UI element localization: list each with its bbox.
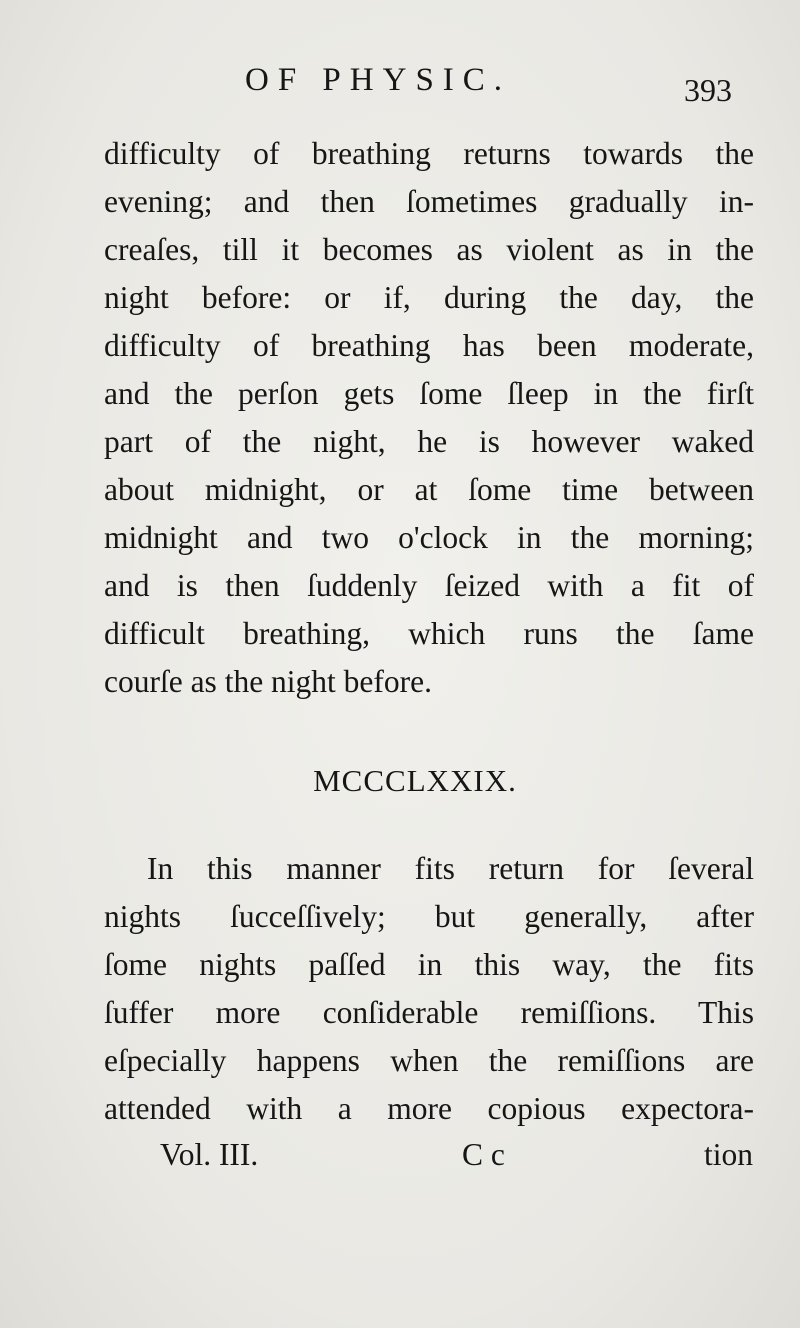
page-footer bbox=[0, 1137, 800, 1185]
text-line: and the perſon gets ſome ſleep in the firſt bbox=[104, 376, 754, 411]
text-line: midnight and two o'clock in the morning; bbox=[104, 520, 754, 555]
text-line: ſome nights paſſed in this way, the fits bbox=[104, 947, 754, 982]
text-line: and is then ſuddenly ſeized with a fit of bbox=[104, 568, 754, 603]
catchword: tion bbox=[704, 1137, 754, 1172]
page-number: 393 bbox=[684, 72, 732, 108]
text-line: part of the night, he is however waked bbox=[104, 424, 754, 459]
text-line: difficulty of breathing returns towards the bbox=[104, 136, 754, 171]
text-line: ſuffer more conſiderable remiſſions. This bbox=[104, 995, 754, 1030]
text-line: In this manner fits return for ſeveral bbox=[147, 851, 754, 886]
text-line: difficult breathing, which runs the ſame bbox=[104, 616, 754, 651]
signature-mark: C c bbox=[462, 1137, 505, 1172]
running-title: OF PHYSIC. bbox=[245, 62, 512, 98]
text-line: creaſes, till it becomes as violent as in the bbox=[104, 232, 754, 267]
text-line: nights ſucceſſively; but generally, after bbox=[104, 899, 754, 934]
text-line: courſe as the night before. bbox=[104, 664, 432, 699]
page-header bbox=[0, 58, 800, 108]
section-number: MCCCLXXIX. bbox=[313, 763, 517, 798]
text-line: difficulty of breathing has been moderate, bbox=[104, 328, 754, 363]
text-line: night before: or if, during the day, the bbox=[104, 280, 754, 315]
signature-volume: Vol. III. bbox=[160, 1137, 259, 1172]
text-line: eſpecially happens when the remiſſions are bbox=[104, 1043, 754, 1078]
text-line: about midnight, or at ſome time between bbox=[104, 472, 754, 507]
text-line: attended with a more copious expectora- bbox=[104, 1091, 754, 1126]
text-line: evening; and then ſometimes gradually in- bbox=[104, 184, 754, 219]
